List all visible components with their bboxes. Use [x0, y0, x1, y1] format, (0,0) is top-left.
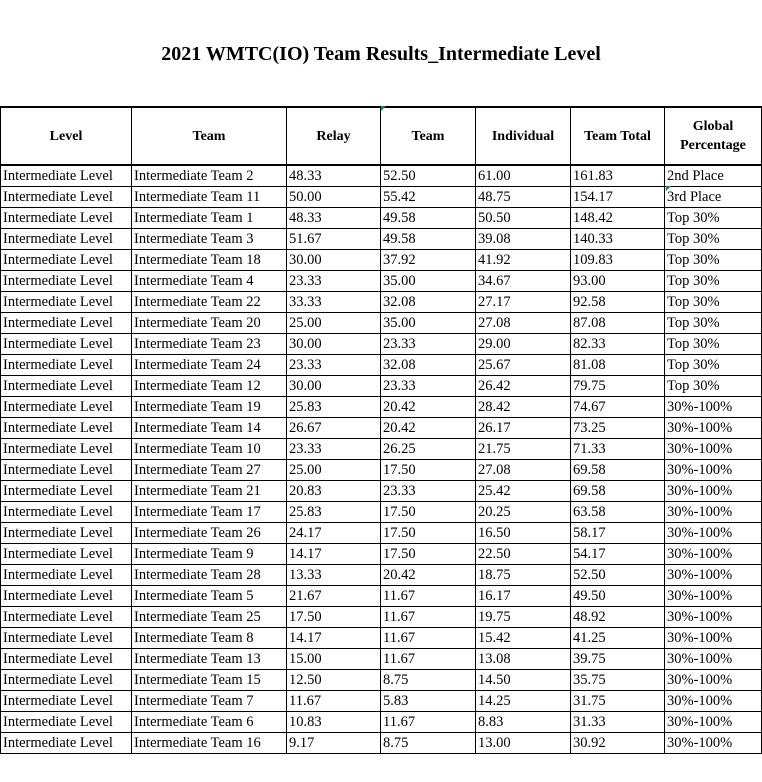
cell-level[interactable]: Intermediate Level [1, 523, 132, 544]
cell-relay[interactable]: 14.17 [287, 544, 381, 565]
cell-global-percentage[interactable]: 30%-100% [665, 691, 762, 712]
cell-team-name[interactable]: Intermediate Team 25 [132, 607, 287, 628]
cell-global-percentage[interactable]: Top 30% [665, 208, 762, 229]
cell-team-total[interactable]: 49.50 [571, 586, 665, 607]
cell-team-total[interactable]: 41.25 [571, 628, 665, 649]
cell-team-score[interactable]: 23.33 [381, 334, 476, 355]
page-title: 2021 WMTC(IO) Team Results_Intermediate Level [161, 43, 601, 65]
cell-individual[interactable]: 19.75 [476, 607, 571, 628]
cell-team-score[interactable]: 11.67 [381, 649, 476, 670]
cell-relay[interactable]: 50.00 [287, 187, 381, 208]
cell-level[interactable]: Intermediate Level [1, 187, 132, 208]
cell-level[interactable]: Intermediate Level [1, 355, 132, 376]
cell-team-name[interactable]: Intermediate Team 18 [132, 250, 287, 271]
cell-global-percentage[interactable]: 30%-100% [665, 586, 762, 607]
cell-relay[interactable]: 30.00 [287, 250, 381, 271]
cell-individual[interactable]: 14.25 [476, 691, 571, 712]
cell-relay[interactable]: 13.33 [287, 565, 381, 586]
cell-global-percentage[interactable]: Top 30% [665, 376, 762, 397]
cell-level[interactable]: Intermediate Level [1, 165, 132, 187]
cell-team-name[interactable]: Intermediate Team 24 [132, 355, 287, 376]
cell-level[interactable]: Intermediate Level [1, 229, 132, 250]
cell-team-total[interactable]: 92.58 [571, 292, 665, 313]
cell-individual[interactable]: 50.50 [476, 208, 571, 229]
cell-team-score[interactable]: 37.92 [381, 250, 476, 271]
table-row [1, 565, 762, 586]
table-row [1, 376, 762, 397]
cell-individual[interactable]: 8.83 [476, 712, 571, 733]
cell-individual[interactable]: 26.42 [476, 376, 571, 397]
cell-team-total[interactable]: 69.58 [571, 460, 665, 481]
cell-level[interactable]: Intermediate Level [1, 292, 132, 313]
cell-team-name[interactable]: Intermediate Team 7 [132, 691, 287, 712]
cell-team-name[interactable]: Intermediate Team 12 [132, 376, 287, 397]
cell-level[interactable]: Intermediate Level [1, 460, 132, 481]
column-header-individual[interactable]: Individual [476, 107, 571, 165]
cell-individual[interactable]: 41.92 [476, 250, 571, 271]
cell-level[interactable]: Intermediate Level [1, 712, 132, 733]
cell-team-name[interactable]: Intermediate Team 2 [132, 165, 287, 187]
table-row [1, 691, 762, 712]
cell-team-total[interactable]: 39.75 [571, 649, 665, 670]
cell-team-score[interactable]: 49.58 [381, 229, 476, 250]
cell-team-score[interactable]: 32.08 [381, 292, 476, 313]
cell-relay[interactable]: 23.33 [287, 355, 381, 376]
table-row [1, 586, 762, 607]
table-row [1, 355, 762, 376]
cell-team-name[interactable]: Intermediate Team 16 [132, 733, 287, 754]
cell-team-name[interactable]: Intermediate Team 3 [132, 229, 287, 250]
cell-level[interactable]: Intermediate Level [1, 670, 132, 691]
cell-relay[interactable]: 51.67 [287, 229, 381, 250]
cell-global-percentage[interactable]: 30%-100% [665, 418, 762, 439]
table-row [1, 712, 762, 733]
cell-individual[interactable]: 26.17 [476, 418, 571, 439]
table-row [1, 271, 762, 292]
cell-team-name[interactable]: Intermediate Team 22 [132, 292, 287, 313]
cell-team-score[interactable]: 35.00 [381, 313, 476, 334]
cell-individual[interactable]: 14.50 [476, 670, 571, 691]
cell-individual[interactable]: 25.67 [476, 355, 571, 376]
table-row [1, 229, 762, 250]
cell-team-score[interactable]: 20.42 [381, 397, 476, 418]
cell-individual[interactable]: 39.08 [476, 229, 571, 250]
cell-team-name[interactable]: Intermediate Team 19 [132, 397, 287, 418]
cell-individual[interactable]: 29.00 [476, 334, 571, 355]
cell-relay[interactable]: 14.17 [287, 628, 381, 649]
table-row [1, 439, 762, 460]
cell-team-score[interactable]: 23.33 [381, 376, 476, 397]
column-header-global-percentage[interactable]: Global Percentage [665, 107, 762, 165]
cell-team-score[interactable]: 5.83 [381, 691, 476, 712]
cell-team-name[interactable]: Intermediate Team 21 [132, 481, 287, 502]
cell-team-score[interactable]: 17.50 [381, 544, 476, 565]
cell-individual[interactable]: 25.42 [476, 481, 571, 502]
comment-indicator-icon [381, 106, 386, 111]
cell-team-total[interactable]: 69.58 [571, 481, 665, 502]
cell-individual[interactable]: 13.08 [476, 649, 571, 670]
cell-global-percentage[interactable]: 30%-100% [665, 628, 762, 649]
cell-relay[interactable]: 15.00 [287, 649, 381, 670]
cell-level[interactable]: Intermediate Level [1, 334, 132, 355]
cell-global-percentage[interactable]: 30%-100% [665, 397, 762, 418]
table-row [1, 607, 762, 628]
cell-relay[interactable]: 48.33 [287, 208, 381, 229]
cell-team-score[interactable]: 26.25 [381, 439, 476, 460]
cell-relay[interactable]: 25.83 [287, 502, 381, 523]
table-row [1, 481, 762, 502]
table-row [1, 397, 762, 418]
table-row [1, 165, 762, 187]
cell-relay[interactable]: 10.83 [287, 712, 381, 733]
cell-individual[interactable]: 21.75 [476, 439, 571, 460]
cell-relay[interactable]: 24.17 [287, 523, 381, 544]
cell-individual[interactable]: 28.42 [476, 397, 571, 418]
cell-global-percentage[interactable]: 30%-100% [665, 733, 762, 754]
cell-level[interactable]: Intermediate Level [1, 565, 132, 586]
cell-relay[interactable]: 21.67 [287, 586, 381, 607]
table-row [1, 628, 762, 649]
cell-team-name[interactable]: Intermediate Team 28 [132, 565, 287, 586]
cell-relay[interactable]: 26.67 [287, 418, 381, 439]
cell-level[interactable]: Intermediate Level [1, 397, 132, 418]
cell-team-total[interactable]: 109.83 [571, 250, 665, 271]
table-row [1, 460, 762, 481]
cell-individual[interactable]: 16.50 [476, 523, 571, 544]
cell-global-percentage[interactable]: 30%-100% [665, 565, 762, 586]
cell-individual[interactable]: 22.50 [476, 544, 571, 565]
cell-team-name[interactable]: Intermediate Team 20 [132, 313, 287, 334]
cell-team-total[interactable]: 81.08 [571, 355, 665, 376]
cell-global-percentage[interactable]: Top 30% [665, 229, 762, 250]
table-row [1, 544, 762, 565]
cell-level[interactable]: Intermediate Level [1, 313, 132, 334]
cell-team-total[interactable]: 140.33 [571, 229, 665, 250]
cell-relay[interactable]: 30.00 [287, 376, 381, 397]
cell-team-total[interactable]: 31.75 [571, 691, 665, 712]
table-row [1, 502, 762, 523]
cell-team-score[interactable]: 17.50 [381, 460, 476, 481]
table-row [1, 649, 762, 670]
cell-relay[interactable]: 25.00 [287, 460, 381, 481]
table-row [1, 733, 762, 754]
cell-team-total[interactable]: 87.08 [571, 313, 665, 334]
cell-level[interactable]: Intermediate Level [1, 481, 132, 502]
cell-relay[interactable]: 11.67 [287, 691, 381, 712]
table-row [1, 334, 762, 355]
cell-team-score[interactable]: 17.50 [381, 523, 476, 544]
cell-relay[interactable]: 17.50 [287, 607, 381, 628]
cell-level[interactable]: Intermediate Level [1, 733, 132, 754]
cell-relay[interactable]: 20.83 [287, 481, 381, 502]
table-row [1, 208, 762, 229]
cell-team-total[interactable]: 71.33 [571, 439, 665, 460]
cell-team-score[interactable]: 8.75 [381, 733, 476, 754]
cell-team-total[interactable]: 82.33 [571, 334, 665, 355]
cell-team-name[interactable]: Intermediate Team 6 [132, 712, 287, 733]
table-row [1, 292, 762, 313]
cell-team-score[interactable]: 11.67 [381, 607, 476, 628]
results-table [0, 106, 762, 754]
cell-team-name[interactable]: Intermediate Team 10 [132, 439, 287, 460]
cell-individual[interactable]: 27.08 [476, 460, 571, 481]
cell-team-name[interactable]: Intermediate Team 13 [132, 649, 287, 670]
results-body [1, 165, 762, 754]
cell-individual[interactable]: 13.00 [476, 733, 571, 754]
cell-team-score[interactable]: 20.42 [381, 565, 476, 586]
cell-team-name[interactable]: Intermediate Team 17 [132, 502, 287, 523]
cell-team-name[interactable]: Intermediate Team 11 [132, 187, 287, 208]
column-header-team-name[interactable]: Team [132, 107, 287, 165]
cell-team-total[interactable]: 161.83 [571, 165, 665, 187]
table-row [1, 418, 762, 439]
cell-team-total[interactable]: 52.50 [571, 565, 665, 586]
cell-global-percentage[interactable]: 30%-100% [665, 481, 762, 502]
cell-relay[interactable]: 48.33 [287, 165, 381, 187]
cell-level[interactable]: Intermediate Level [1, 628, 132, 649]
cell-level[interactable]: Intermediate Level [1, 439, 132, 460]
cell-team-total[interactable]: 31.33 [571, 712, 665, 733]
cell-global-percentage[interactable]: 30%-100% [665, 502, 762, 523]
cell-team-name[interactable]: Intermediate Team 8 [132, 628, 287, 649]
cell-team-total[interactable]: 154.17 [571, 187, 665, 208]
cell-global-percentage[interactable]: 30%-100% [665, 460, 762, 481]
table-row [1, 187, 762, 208]
cell-global-percentage[interactable]: Top 30% [665, 292, 762, 313]
cell-global-percentage[interactable]: 3rd Place [665, 187, 762, 208]
cell-level[interactable]: Intermediate Level [1, 250, 132, 271]
cell-individual[interactable]: 48.75 [476, 187, 571, 208]
header-row [1, 107, 762, 165]
cell-level[interactable]: Intermediate Level [1, 418, 132, 439]
cell-individual[interactable]: 27.17 [476, 292, 571, 313]
cell-level[interactable]: Intermediate Level [1, 208, 132, 229]
cell-team-total[interactable]: 148.42 [571, 208, 665, 229]
cell-individual[interactable]: 18.75 [476, 565, 571, 586]
cell-level[interactable]: Intermediate Level [1, 271, 132, 292]
table-row [1, 523, 762, 544]
cell-team-total[interactable]: 58.17 [571, 523, 665, 544]
cell-team-name[interactable]: Intermediate Team 9 [132, 544, 287, 565]
cell-team-total[interactable]: 30.92 [571, 733, 665, 754]
cell-team-score[interactable]: 55.42 [381, 187, 476, 208]
cell-team-name[interactable]: Intermediate Team 4 [132, 271, 287, 292]
cell-team-total[interactable]: 74.67 [571, 397, 665, 418]
cell-individual[interactable]: 61.00 [476, 165, 571, 187]
cell-team-total[interactable]: 63.58 [571, 502, 665, 523]
cell-level[interactable]: Intermediate Level [1, 502, 132, 523]
cell-global-percentage[interactable]: Top 30% [665, 250, 762, 271]
cell-team-total[interactable]: 48.92 [571, 607, 665, 628]
cell-relay[interactable]: 12.50 [287, 670, 381, 691]
table-row [1, 250, 762, 271]
cell-team-name[interactable]: Intermediate Team 26 [132, 523, 287, 544]
cell-team-name[interactable]: Intermediate Team 1 [132, 208, 287, 229]
cell-team-name[interactable]: Intermediate Team 15 [132, 670, 287, 691]
cell-level[interactable]: Intermediate Level [1, 607, 132, 628]
cell-team-score[interactable]: 52.50 [381, 165, 476, 187]
cell-level[interactable]: Intermediate Level [1, 691, 132, 712]
table-row [1, 313, 762, 334]
cell-level[interactable]: Intermediate Level [1, 586, 132, 607]
cell-individual[interactable]: 15.42 [476, 628, 571, 649]
column-header-team-total[interactable]: Team Total [571, 107, 665, 165]
cell-relay[interactable]: 25.00 [287, 313, 381, 334]
comment-indicator-icon [666, 186, 671, 191]
cell-team-name[interactable]: Intermediate Team 14 [132, 418, 287, 439]
cell-global-percentage[interactable]: 30%-100% [665, 523, 762, 544]
cell-team-name[interactable]: Intermediate Team 5 [132, 586, 287, 607]
cell-global-percentage[interactable]: Top 30% [665, 355, 762, 376]
cell-relay[interactable]: 23.33 [287, 271, 381, 292]
table-row [1, 670, 762, 691]
cell-team-total[interactable]: 54.17 [571, 544, 665, 565]
cell-team-score[interactable]: 11.67 [381, 628, 476, 649]
cell-relay[interactable]: 30.00 [287, 334, 381, 355]
column-header-team-score[interactable]: Team [381, 107, 476, 165]
cell-team-score[interactable]: 8.75 [381, 670, 476, 691]
cell-team-score[interactable]: 11.67 [381, 586, 476, 607]
cell-team-score[interactable]: 20.42 [381, 418, 476, 439]
cell-global-percentage[interactable]: 30%-100% [665, 439, 762, 460]
cell-team-total[interactable]: 73.25 [571, 418, 665, 439]
column-header-relay[interactable]: Relay [287, 107, 381, 165]
cell-individual[interactable]: 20.25 [476, 502, 571, 523]
cell-global-percentage[interactable]: 30%-100% [665, 607, 762, 628]
cell-relay[interactable]: 23.33 [287, 439, 381, 460]
cell-individual[interactable]: 16.17 [476, 586, 571, 607]
cell-team-score[interactable]: 11.67 [381, 712, 476, 733]
column-header-level[interactable]: Level [1, 107, 132, 165]
cell-team-name[interactable]: Intermediate Team 27 [132, 460, 287, 481]
cell-team-score[interactable]: 49.58 [381, 208, 476, 229]
cell-team-score[interactable]: 23.33 [381, 481, 476, 502]
cell-team-total[interactable]: 79.75 [571, 376, 665, 397]
cell-level[interactable]: Intermediate Level [1, 649, 132, 670]
cell-team-total[interactable]: 93.00 [571, 271, 665, 292]
cell-individual[interactable]: 34.67 [476, 271, 571, 292]
cell-relay[interactable]: 25.83 [287, 397, 381, 418]
cell-global-percentage[interactable]: Top 30% [665, 313, 762, 334]
cell-global-percentage[interactable]: 2nd Place [665, 165, 762, 187]
cell-relay[interactable]: 33.33 [287, 292, 381, 313]
cell-global-percentage[interactable]: 30%-100% [665, 712, 762, 733]
cell-individual[interactable]: 27.08 [476, 313, 571, 334]
cell-global-percentage[interactable]: Top 30% [665, 271, 762, 292]
cell-level[interactable]: Intermediate Level [1, 544, 132, 565]
cell-team-score[interactable]: 32.08 [381, 355, 476, 376]
cell-team-score[interactable]: 35.00 [381, 271, 476, 292]
cell-global-percentage[interactable]: 30%-100% [665, 670, 762, 691]
cell-team-total[interactable]: 35.75 [571, 670, 665, 691]
cell-level[interactable]: Intermediate Level [1, 376, 132, 397]
cell-global-percentage[interactable]: 30%-100% [665, 649, 762, 670]
cell-team-name[interactable]: Intermediate Team 23 [132, 334, 287, 355]
cell-global-percentage[interactable]: 30%-100% [665, 544, 762, 565]
cell-global-percentage[interactable]: Top 30% [665, 334, 762, 355]
cell-team-score[interactable]: 17.50 [381, 502, 476, 523]
cell-relay[interactable]: 9.17 [287, 733, 381, 754]
